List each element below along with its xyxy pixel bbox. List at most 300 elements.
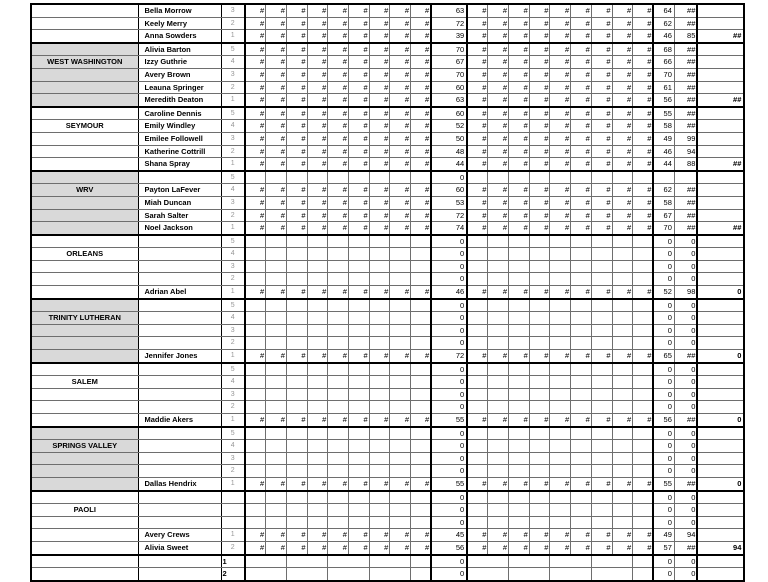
position-cell[interactable]: 1 bbox=[221, 477, 245, 490]
stat-overflow-cell-right[interactable]: # bbox=[509, 94, 530, 107]
score-a-cell[interactable]: 55 bbox=[653, 477, 674, 490]
stat-overflow-cell-left[interactable] bbox=[328, 568, 369, 581]
extra-total-cell[interactable] bbox=[697, 107, 744, 120]
total-score-cell[interactable]: 0 bbox=[431, 388, 467, 401]
stat-overflow-cell-right[interactable]: # bbox=[509, 477, 530, 490]
stat-overflow-cell-left[interactable]: # bbox=[245, 43, 266, 56]
total-score-cell[interactable]: 0 bbox=[431, 504, 467, 517]
stat-overflow-cell-right[interactable]: # bbox=[550, 132, 571, 145]
stat-overflow-cell-right[interactable]: # bbox=[509, 529, 530, 542]
total-score-cell[interactable]: 52 bbox=[431, 120, 467, 133]
stat-overflow-cell-right[interactable] bbox=[509, 273, 530, 286]
stat-overflow-cell-left[interactable]: # bbox=[245, 222, 266, 235]
position-cell[interactable]: 1 bbox=[221, 555, 245, 568]
team-name-cell[interactable] bbox=[31, 260, 138, 273]
stat-overflow-cell-right[interactable]: # bbox=[488, 17, 509, 30]
stat-overflow-cell-left[interactable] bbox=[411, 568, 432, 581]
position-cell[interactable]: 4 bbox=[221, 440, 245, 453]
stat-overflow-cell-right[interactable] bbox=[633, 235, 654, 248]
position-cell[interactable]: 5 bbox=[221, 363, 245, 376]
stat-overflow-cell-left[interactable] bbox=[348, 388, 369, 401]
stat-overflow-cell-left[interactable] bbox=[411, 260, 432, 273]
team-name-cell[interactable] bbox=[31, 465, 138, 478]
stat-overflow-cell-left[interactable]: # bbox=[369, 107, 390, 120]
stat-overflow-cell-left[interactable] bbox=[348, 273, 369, 286]
team-name-cell[interactable] bbox=[31, 491, 138, 504]
stat-overflow-cell-right[interactable] bbox=[571, 504, 592, 517]
stat-overflow-cell-left[interactable]: # bbox=[411, 145, 432, 158]
stat-overflow-cell-right[interactable]: # bbox=[488, 30, 509, 43]
player-name-cell[interactable]: Meredith Deaton bbox=[138, 94, 221, 107]
stat-overflow-cell-left[interactable] bbox=[328, 427, 349, 440]
stat-overflow-cell-left[interactable]: # bbox=[266, 529, 287, 542]
stat-overflow-cell-left[interactable] bbox=[390, 465, 411, 478]
player-name-cell[interactable]: Katherine Cottrill bbox=[138, 145, 221, 158]
stat-overflow-cell-left[interactable]: # bbox=[245, 158, 266, 171]
stat-overflow-cell-left[interactable]: # bbox=[307, 286, 328, 299]
stat-overflow-cell-left[interactable] bbox=[245, 337, 266, 350]
team-name-cell[interactable] bbox=[31, 68, 138, 81]
score-b-cell[interactable]: 0 bbox=[674, 427, 697, 440]
stat-overflow-cell-right[interactable] bbox=[467, 555, 508, 568]
stat-overflow-cell-left[interactable] bbox=[390, 299, 411, 312]
stat-overflow-cell-right[interactable] bbox=[488, 388, 509, 401]
position-cell[interactable] bbox=[221, 516, 245, 529]
stat-overflow-cell-right[interactable] bbox=[612, 273, 633, 286]
stat-overflow-cell-right[interactable]: # bbox=[612, 350, 633, 363]
player-name-cell[interactable]: Emilee Followell bbox=[138, 132, 221, 145]
stat-overflow-cell-right[interactable]: # bbox=[612, 120, 633, 133]
position-cell[interactable]: 2 bbox=[221, 273, 245, 286]
stat-overflow-cell-right[interactable] bbox=[509, 312, 530, 325]
stat-overflow-cell-left[interactable] bbox=[307, 465, 328, 478]
stat-overflow-cell-left[interactable] bbox=[348, 337, 369, 350]
extra-total-cell[interactable] bbox=[697, 388, 744, 401]
stat-overflow-cell-right[interactable] bbox=[529, 504, 550, 517]
stat-overflow-cell-right[interactable] bbox=[571, 376, 592, 389]
position-cell[interactable]: 2 bbox=[221, 337, 245, 350]
stat-overflow-cell-left[interactable] bbox=[369, 363, 390, 376]
position-cell[interactable]: 1 bbox=[221, 30, 245, 43]
position-cell[interactable]: 2 bbox=[221, 209, 245, 222]
stat-overflow-cell-right[interactable]: # bbox=[509, 68, 530, 81]
stat-overflow-cell-left[interactable] bbox=[286, 555, 327, 568]
stat-overflow-cell-left[interactable]: # bbox=[328, 222, 349, 235]
stat-overflow-cell-right[interactable]: # bbox=[488, 529, 509, 542]
stat-overflow-cell-right[interactable] bbox=[509, 260, 530, 273]
player-name-cell[interactable] bbox=[138, 401, 221, 414]
stat-overflow-cell-left[interactable] bbox=[245, 235, 266, 248]
stat-overflow-cell-left[interactable] bbox=[266, 260, 287, 273]
stat-overflow-cell-left[interactable]: # bbox=[266, 4, 287, 17]
player-name-cell[interactable] bbox=[138, 273, 221, 286]
stat-overflow-cell-left[interactable]: # bbox=[390, 350, 411, 363]
stat-overflow-cell-left[interactable] bbox=[390, 324, 411, 337]
stat-overflow-cell-right[interactable] bbox=[633, 555, 654, 568]
stat-overflow-cell-left[interactable] bbox=[411, 312, 432, 325]
extra-total-cell[interactable] bbox=[697, 81, 744, 94]
stat-overflow-cell-left[interactable]: # bbox=[348, 56, 369, 69]
stat-overflow-cell-right[interactable] bbox=[467, 465, 488, 478]
stat-overflow-cell-right[interactable]: # bbox=[509, 30, 530, 43]
stat-overflow-cell-left[interactable] bbox=[348, 260, 369, 273]
stat-overflow-cell-left[interactable] bbox=[348, 440, 369, 453]
stat-overflow-cell-right[interactable]: # bbox=[612, 196, 633, 209]
stat-overflow-cell-right[interactable]: # bbox=[529, 145, 550, 158]
extra-total-cell[interactable] bbox=[697, 452, 744, 465]
stat-overflow-cell-right[interactable] bbox=[591, 273, 612, 286]
score-b-cell[interactable]: 0 bbox=[674, 260, 697, 273]
stat-overflow-cell-left[interactable]: # bbox=[266, 196, 287, 209]
player-name-cell[interactable]: Dallas Hendrix bbox=[138, 477, 221, 490]
stat-overflow-cell-right[interactable]: # bbox=[488, 158, 509, 171]
stat-overflow-cell-left[interactable]: # bbox=[390, 184, 411, 197]
score-a-cell[interactable]: 56 bbox=[653, 94, 674, 107]
stat-overflow-cell-right[interactable]: # bbox=[509, 4, 530, 17]
stat-overflow-cell-left[interactable]: # bbox=[328, 68, 349, 81]
score-a-cell[interactable]: 61 bbox=[653, 81, 674, 94]
stat-overflow-cell-right[interactable] bbox=[571, 273, 592, 286]
score-a-cell[interactable]: 66 bbox=[653, 56, 674, 69]
stat-overflow-cell-left[interactable]: # bbox=[286, 145, 307, 158]
stat-overflow-cell-right[interactable] bbox=[467, 248, 488, 261]
stat-overflow-cell-right[interactable]: # bbox=[633, 4, 654, 17]
stat-overflow-cell-left[interactable] bbox=[286, 516, 307, 529]
stat-overflow-cell-left[interactable]: # bbox=[369, 196, 390, 209]
stat-overflow-cell-right[interactable] bbox=[488, 516, 509, 529]
stat-overflow-cell-left[interactable]: # bbox=[369, 56, 390, 69]
stat-overflow-cell-left[interactable] bbox=[348, 171, 369, 184]
stat-overflow-cell-right[interactable]: # bbox=[633, 81, 654, 94]
score-b-cell[interactable]: ## bbox=[674, 477, 697, 490]
stat-overflow-cell-right[interactable] bbox=[571, 337, 592, 350]
stat-overflow-cell-left[interactable] bbox=[245, 388, 266, 401]
score-a-cell[interactable]: 64 bbox=[653, 4, 674, 17]
stat-overflow-cell-right[interactable] bbox=[550, 491, 571, 504]
stat-overflow-cell-left[interactable] bbox=[245, 504, 266, 517]
score-a-cell[interactable]: 0 bbox=[653, 324, 674, 337]
stat-overflow-cell-right[interactable] bbox=[550, 273, 571, 286]
extra-total-cell[interactable] bbox=[697, 260, 744, 273]
team-name-cell[interactable]: SPRINGS VALLEY bbox=[31, 440, 138, 453]
total-score-cell[interactable]: 46 bbox=[431, 286, 467, 299]
score-b-cell[interactable]: 0 bbox=[674, 555, 697, 568]
stat-overflow-cell-right[interactable]: # bbox=[529, 529, 550, 542]
total-score-cell[interactable]: 39 bbox=[431, 30, 467, 43]
stat-overflow-cell-right[interactable] bbox=[633, 312, 654, 325]
stat-overflow-cell-right[interactable] bbox=[591, 235, 612, 248]
stat-overflow-cell-left[interactable] bbox=[245, 260, 266, 273]
extra-total-cell[interactable]: ## bbox=[697, 94, 744, 107]
stat-overflow-cell-left[interactable]: # bbox=[266, 222, 287, 235]
team-name-cell[interactable] bbox=[31, 452, 138, 465]
stat-overflow-cell-right[interactable]: # bbox=[529, 68, 550, 81]
team-name-cell[interactable] bbox=[31, 286, 138, 299]
stat-overflow-cell-left[interactable]: # bbox=[245, 81, 266, 94]
stat-overflow-cell-right[interactable] bbox=[591, 401, 612, 414]
stat-overflow-cell-left[interactable] bbox=[348, 363, 369, 376]
stat-overflow-cell-left[interactable] bbox=[348, 516, 369, 529]
stat-overflow-cell-left[interactable] bbox=[307, 273, 328, 286]
stat-overflow-cell-left[interactable]: # bbox=[390, 132, 411, 145]
stat-overflow-cell-left[interactable]: # bbox=[411, 286, 432, 299]
team-name-cell[interactable]: WEST WASHINGTON bbox=[31, 56, 138, 69]
score-a-cell[interactable]: 0 bbox=[653, 465, 674, 478]
stat-overflow-cell-right[interactable] bbox=[550, 248, 571, 261]
stat-overflow-cell-right[interactable]: # bbox=[571, 94, 592, 107]
stat-overflow-cell-right[interactable]: # bbox=[612, 477, 633, 490]
stat-overflow-cell-right[interactable]: # bbox=[591, 17, 612, 30]
player-name-cell[interactable]: Shana Spray bbox=[138, 158, 221, 171]
team-name-cell[interactable] bbox=[31, 516, 138, 529]
total-score-cell[interactable]: 60 bbox=[431, 107, 467, 120]
score-b-cell[interactable]: 0 bbox=[674, 401, 697, 414]
stat-overflow-cell-left[interactable]: # bbox=[348, 132, 369, 145]
stat-overflow-cell-left[interactable]: # bbox=[266, 81, 287, 94]
position-cell[interactable] bbox=[221, 491, 245, 504]
stat-overflow-cell-right[interactable]: # bbox=[571, 145, 592, 158]
player-name-cell[interactable]: Jennifer Jones bbox=[138, 350, 221, 363]
total-score-cell[interactable]: 60 bbox=[431, 184, 467, 197]
stat-overflow-cell-left[interactable]: # bbox=[266, 477, 287, 490]
stat-overflow-cell-left[interactable]: # bbox=[369, 286, 390, 299]
score-b-cell[interactable]: ## bbox=[674, 541, 697, 554]
stat-overflow-cell-left[interactable]: # bbox=[307, 350, 328, 363]
stat-overflow-cell-right[interactable]: # bbox=[467, 56, 488, 69]
stat-overflow-cell-right[interactable]: # bbox=[467, 286, 488, 299]
stat-overflow-cell-right[interactable]: # bbox=[509, 81, 530, 94]
stat-overflow-cell-left[interactable]: # bbox=[348, 529, 369, 542]
position-cell[interactable]: 1 bbox=[221, 94, 245, 107]
score-b-cell[interactable]: 88 bbox=[674, 158, 697, 171]
team-name-cell[interactable]: SEYMOUR bbox=[31, 120, 138, 133]
player-name-cell[interactable]: Maddie Akers bbox=[138, 414, 221, 427]
position-cell[interactable]: 2 bbox=[221, 17, 245, 30]
stat-overflow-cell-left[interactable]: # bbox=[307, 94, 328, 107]
stat-overflow-cell-left[interactable]: # bbox=[307, 209, 328, 222]
stat-overflow-cell-left[interactable] bbox=[245, 401, 266, 414]
extra-total-cell[interactable] bbox=[697, 299, 744, 312]
stat-overflow-cell-right[interactable] bbox=[591, 555, 632, 568]
stat-overflow-cell-right[interactable]: # bbox=[633, 107, 654, 120]
stat-overflow-cell-left[interactable]: # bbox=[245, 477, 266, 490]
stat-overflow-cell-left[interactable]: # bbox=[328, 529, 349, 542]
stat-overflow-cell-left[interactable] bbox=[245, 324, 266, 337]
stat-overflow-cell-right[interactable] bbox=[571, 235, 592, 248]
position-cell[interactable]: 1 bbox=[221, 222, 245, 235]
stat-overflow-cell-left[interactable]: # bbox=[245, 209, 266, 222]
stat-overflow-cell-right[interactable]: # bbox=[591, 107, 612, 120]
stat-overflow-cell-left[interactable]: # bbox=[411, 107, 432, 120]
stat-overflow-cell-left[interactable] bbox=[411, 171, 432, 184]
score-a-cell[interactable]: 0 bbox=[653, 401, 674, 414]
team-name-cell[interactable]: PAOLI bbox=[31, 504, 138, 517]
stat-overflow-cell-right[interactable] bbox=[529, 376, 550, 389]
stat-overflow-cell-left[interactable]: # bbox=[286, 17, 307, 30]
stat-overflow-cell-right[interactable]: # bbox=[467, 4, 488, 17]
stat-overflow-cell-left[interactable]: # bbox=[245, 184, 266, 197]
stat-overflow-cell-right[interactable]: # bbox=[633, 120, 654, 133]
stat-overflow-cell-left[interactable]: # bbox=[390, 145, 411, 158]
stat-overflow-cell-right[interactable]: # bbox=[467, 43, 488, 56]
total-score-cell[interactable]: 0 bbox=[431, 363, 467, 376]
stat-overflow-cell-right[interactable]: # bbox=[467, 120, 488, 133]
stat-overflow-cell-right[interactable] bbox=[633, 516, 654, 529]
stat-overflow-cell-left[interactable]: # bbox=[390, 17, 411, 30]
stat-overflow-cell-left[interactable]: # bbox=[266, 132, 287, 145]
stat-overflow-cell-right[interactable]: # bbox=[467, 477, 488, 490]
stat-overflow-cell-left[interactable] bbox=[266, 465, 287, 478]
extra-total-cell[interactable]: ## bbox=[697, 30, 744, 43]
stat-overflow-cell-left[interactable]: # bbox=[286, 477, 307, 490]
stat-overflow-cell-left[interactable]: # bbox=[369, 209, 390, 222]
player-name-cell[interactable] bbox=[138, 363, 221, 376]
score-a-cell[interactable]: 0 bbox=[653, 312, 674, 325]
score-a-cell[interactable]: 68 bbox=[653, 43, 674, 56]
score-a-cell[interactable]: 52 bbox=[653, 286, 674, 299]
stat-overflow-cell-right[interactable]: # bbox=[529, 81, 550, 94]
player-name-cell[interactable] bbox=[138, 491, 221, 504]
stat-overflow-cell-right[interactable] bbox=[633, 337, 654, 350]
stat-overflow-cell-left[interactable]: # bbox=[286, 43, 307, 56]
stat-overflow-cell-right[interactable] bbox=[612, 516, 633, 529]
stat-overflow-cell-right[interactable] bbox=[467, 171, 488, 184]
extra-total-cell[interactable]: 0 bbox=[697, 286, 744, 299]
stat-overflow-cell-right[interactable] bbox=[612, 260, 633, 273]
stat-overflow-cell-left[interactable]: # bbox=[266, 414, 287, 427]
stat-overflow-cell-left[interactable] bbox=[286, 452, 307, 465]
total-score-cell[interactable]: 63 bbox=[431, 94, 467, 107]
position-cell[interactable]: 3 bbox=[221, 388, 245, 401]
stat-overflow-cell-left[interactable] bbox=[245, 171, 266, 184]
stat-overflow-cell-right[interactable] bbox=[488, 427, 509, 440]
stat-overflow-cell-right[interactable]: # bbox=[571, 120, 592, 133]
player-name-cell[interactable]: Miah Duncan bbox=[138, 196, 221, 209]
total-score-cell[interactable]: 0 bbox=[431, 324, 467, 337]
position-cell[interactable]: 2 bbox=[221, 145, 245, 158]
score-b-cell[interactable]: 0 bbox=[674, 504, 697, 517]
stat-overflow-cell-right[interactable] bbox=[591, 376, 612, 389]
total-score-cell[interactable]: 0 bbox=[431, 273, 467, 286]
position-cell[interactable]: 5 bbox=[221, 235, 245, 248]
team-name-cell[interactable] bbox=[31, 273, 138, 286]
stat-overflow-cell-right[interactable] bbox=[633, 491, 654, 504]
stat-overflow-cell-right[interactable]: # bbox=[633, 145, 654, 158]
stat-overflow-cell-right[interactable]: # bbox=[550, 120, 571, 133]
stat-overflow-cell-left[interactable]: # bbox=[390, 120, 411, 133]
stat-overflow-cell-right[interactable]: # bbox=[467, 184, 488, 197]
stat-overflow-cell-left[interactable] bbox=[328, 324, 349, 337]
stat-overflow-cell-left[interactable]: # bbox=[411, 414, 432, 427]
stat-overflow-cell-left[interactable] bbox=[266, 299, 287, 312]
stat-overflow-cell-right[interactable]: # bbox=[550, 4, 571, 17]
stat-overflow-cell-right[interactable]: # bbox=[467, 414, 488, 427]
stat-overflow-cell-right[interactable]: # bbox=[467, 158, 488, 171]
stat-overflow-cell-left[interactable] bbox=[307, 312, 328, 325]
extra-total-cell[interactable] bbox=[697, 43, 744, 56]
stat-overflow-cell-right[interactable] bbox=[571, 452, 592, 465]
stat-overflow-cell-right[interactable] bbox=[529, 337, 550, 350]
total-score-cell[interactable]: 0 bbox=[431, 337, 467, 350]
player-name-cell[interactable]: Leauna Springer bbox=[138, 81, 221, 94]
stat-overflow-cell-right[interactable]: # bbox=[571, 209, 592, 222]
stat-overflow-cell-right[interactable]: # bbox=[591, 222, 612, 235]
team-name-cell[interactable] bbox=[31, 541, 138, 554]
team-name-cell[interactable] bbox=[31, 235, 138, 248]
stat-overflow-cell-right[interactable] bbox=[633, 427, 654, 440]
stat-overflow-cell-left[interactable] bbox=[390, 388, 411, 401]
stat-overflow-cell-right[interactable]: # bbox=[550, 529, 571, 542]
extra-total-cell[interactable] bbox=[697, 273, 744, 286]
total-score-cell[interactable]: 48 bbox=[431, 145, 467, 158]
stat-overflow-cell-left[interactable]: # bbox=[390, 56, 411, 69]
stat-overflow-cell-right[interactable] bbox=[633, 452, 654, 465]
stat-overflow-cell-left[interactable] bbox=[369, 273, 390, 286]
stat-overflow-cell-right[interactable]: # bbox=[633, 477, 654, 490]
player-name-cell[interactable]: Noel Jackson bbox=[138, 222, 221, 235]
stat-overflow-cell-left[interactable] bbox=[411, 491, 432, 504]
score-a-cell[interactable]: 56 bbox=[653, 414, 674, 427]
stat-overflow-cell-right[interactable] bbox=[571, 491, 592, 504]
stat-overflow-cell-left[interactable] bbox=[348, 235, 369, 248]
stat-overflow-cell-left[interactable] bbox=[369, 388, 390, 401]
stat-overflow-cell-right[interactable] bbox=[488, 248, 509, 261]
stat-overflow-cell-left[interactable] bbox=[286, 248, 307, 261]
stat-overflow-cell-left[interactable]: # bbox=[348, 120, 369, 133]
stat-overflow-cell-right[interactable]: # bbox=[529, 132, 550, 145]
stat-overflow-cell-left[interactable]: # bbox=[369, 120, 390, 133]
stat-overflow-cell-left[interactable] bbox=[348, 401, 369, 414]
stat-overflow-cell-right[interactable] bbox=[633, 260, 654, 273]
stat-overflow-cell-right[interactable]: # bbox=[488, 414, 509, 427]
stat-overflow-cell-right[interactable] bbox=[529, 440, 550, 453]
player-name-cell[interactable] bbox=[138, 171, 221, 184]
stat-overflow-cell-left[interactable] bbox=[348, 491, 369, 504]
stat-overflow-cell-left[interactable] bbox=[328, 555, 369, 568]
stat-overflow-cell-left[interactable]: # bbox=[369, 68, 390, 81]
score-a-cell[interactable]: 0 bbox=[653, 363, 674, 376]
stat-overflow-cell-left[interactable] bbox=[286, 376, 307, 389]
score-b-cell[interactable]: 98 bbox=[674, 286, 697, 299]
stat-overflow-cell-left[interactable]: # bbox=[286, 107, 307, 120]
total-score-cell[interactable]: 74 bbox=[431, 222, 467, 235]
stat-overflow-cell-left[interactable] bbox=[369, 337, 390, 350]
player-name-cell[interactable]: Anna Sowders bbox=[138, 30, 221, 43]
stat-overflow-cell-left[interactable] bbox=[266, 324, 287, 337]
stat-overflow-cell-right[interactable]: # bbox=[550, 158, 571, 171]
stat-overflow-cell-left[interactable] bbox=[245, 452, 266, 465]
stat-overflow-cell-left[interactable]: # bbox=[369, 414, 390, 427]
stat-overflow-cell-right[interactable]: # bbox=[633, 286, 654, 299]
stat-overflow-cell-right[interactable] bbox=[612, 427, 633, 440]
score-a-cell[interactable]: 0 bbox=[653, 427, 674, 440]
stat-overflow-cell-left[interactable] bbox=[266, 171, 287, 184]
stat-overflow-cell-right[interactable]: # bbox=[467, 30, 488, 43]
stat-overflow-cell-left[interactable]: # bbox=[411, 477, 432, 490]
stat-overflow-cell-left[interactable] bbox=[369, 260, 390, 273]
stat-overflow-cell-right[interactable] bbox=[571, 427, 592, 440]
position-cell[interactable]: 3 bbox=[221, 324, 245, 337]
stat-overflow-cell-right[interactable]: # bbox=[488, 68, 509, 81]
player-name-cell[interactable] bbox=[138, 235, 221, 248]
stat-overflow-cell-left[interactable] bbox=[307, 260, 328, 273]
stat-overflow-cell-right[interactable] bbox=[550, 452, 571, 465]
position-cell[interactable]: 5 bbox=[221, 43, 245, 56]
stat-overflow-cell-left[interactable] bbox=[245, 555, 286, 568]
stat-overflow-cell-left[interactable]: # bbox=[369, 184, 390, 197]
stat-overflow-cell-left[interactable]: # bbox=[328, 350, 349, 363]
stat-overflow-cell-left[interactable] bbox=[307, 235, 328, 248]
